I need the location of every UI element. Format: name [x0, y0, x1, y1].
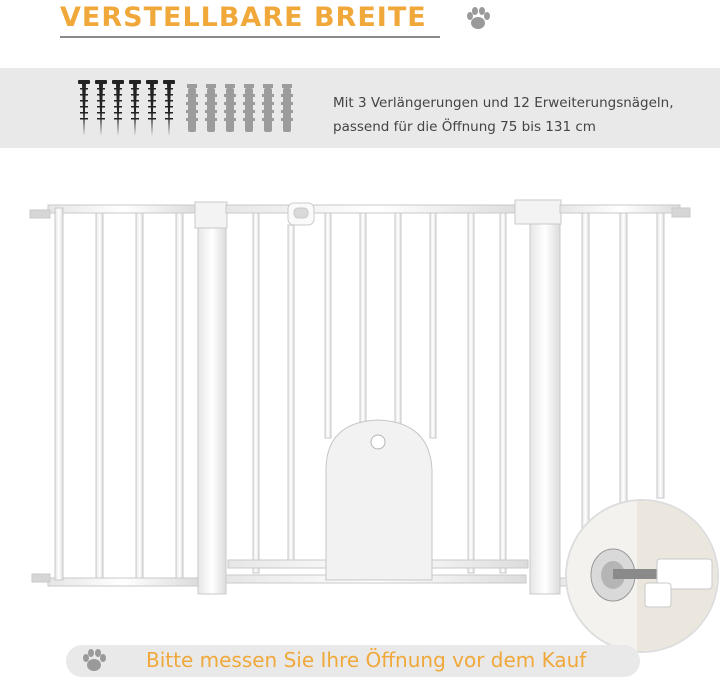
paw-icon: [80, 648, 108, 678]
info-text: [333, 91, 674, 139]
pressure-mount-detail-image: [567, 501, 717, 651]
anchors-group: [185, 84, 295, 140]
info-line-1: Mit 3 Verlängerungen und 12 Erweiterungsnägeln,: [333, 95, 674, 111]
wall-anchor-icon: [186, 84, 198, 132]
paw-icon: [464, 6, 492, 36]
title-underline: [60, 36, 440, 38]
footer-note: Bitte messen Sie Ihre Öffnung vor dem Kauf: [146, 648, 587, 672]
screws-group: [78, 80, 178, 142]
screw-icon: [78, 80, 90, 136]
info-line-2: passend für die Öffnung 75 bis 131 cm: [333, 119, 596, 135]
page-title: VERSTELLBARE BREITE: [60, 2, 427, 33]
